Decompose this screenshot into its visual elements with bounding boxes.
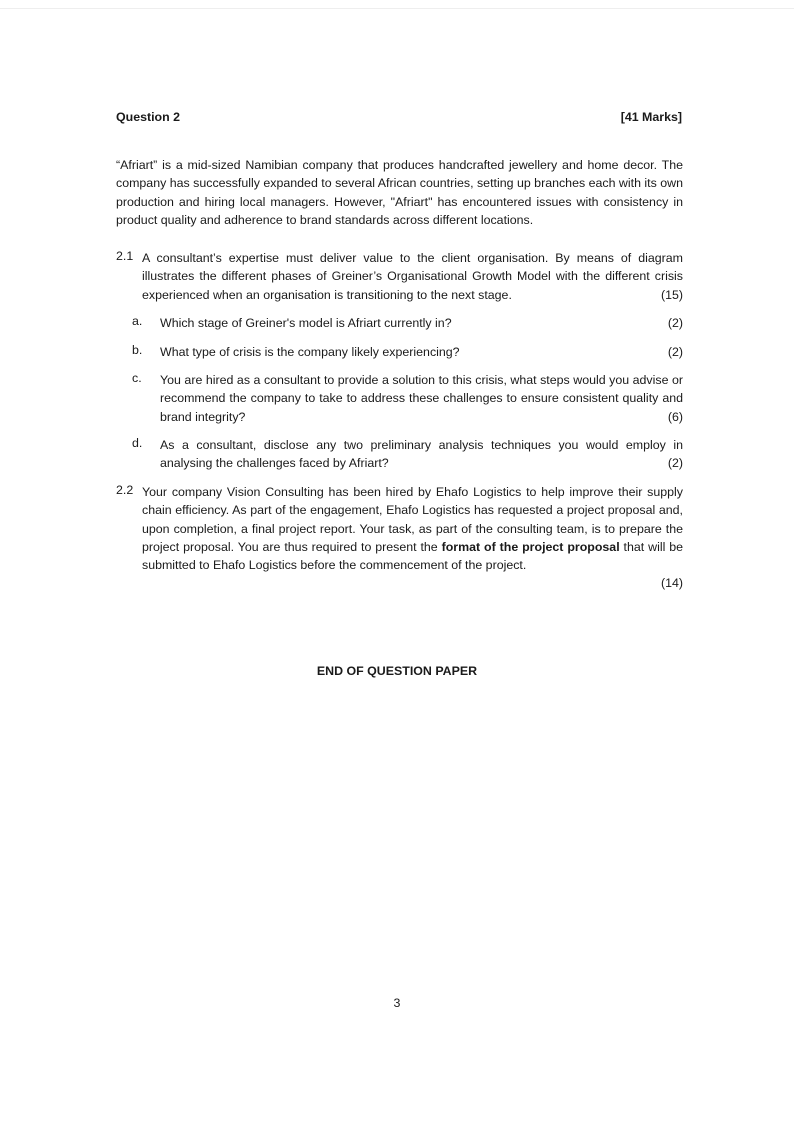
sub-question-marks: (2) — [667, 345, 683, 359]
question-body-end: that will be submitted to Ehafo Logistics before the commencement of the project. — [142, 539, 684, 573]
question-text — [142, 483, 683, 592]
sub-question-text: You are hired as a consultant to provide a solution to this crisis, what steps would you advise or recommend the company to take to address these challenges to ensure consistent quality and brand integrity? — [160, 373, 683, 424]
sub-label: a. — [132, 314, 143, 328]
sub-question-marks: (2) — [667, 456, 683, 471]
question-body-emphasis: format of the project proposal — [441, 539, 620, 554]
question-text — [142, 249, 683, 304]
sub-label: b. — [132, 343, 143, 357]
question-marks: [41 Marks] — [620, 110, 682, 124]
question-marks: (15) — [660, 287, 683, 302]
page-number: 3 — [393, 996, 401, 1010]
question-number: 2.2 — [116, 483, 134, 497]
sub-question-d — [160, 436, 683, 473]
question-body: A consultant’s expertise must deliver value to the client organisation. By means of diagram illustrates the different phases of Greiner’s Organisational Growth Model with the different crisis experienced when an organisation is transitioning to the next stage. — [142, 251, 683, 302]
sub-question-b — [160, 343, 683, 361]
question-body: Your company Vision Consulting has been hired by Ehafo Logistics to help improve their supply chain efficiency. As part of the engagement, Ehafo Logistics has requested a project proposal and, upon completion, a final project report. Your task, as part of the consulting team, is to prepare the project proposal. You are thus required to present the — [142, 485, 683, 554]
sub-question-marks: (2) — [667, 316, 683, 330]
scan-edge-line — [0, 8, 794, 9]
sub-question-text: What type of crisis is the company likely experiencing? — [160, 345, 460, 359]
sub-question-marks: (6) — [667, 409, 683, 424]
question-title: Question 2 — [116, 110, 181, 124]
sub-question-c — [160, 371, 683, 426]
sub-question-text: As a consultant, disclose any two preliminary analysis techniques you would employ in analysing the challenges faced by Afriart? — [160, 438, 683, 471]
question-marks: (14) — [660, 576, 683, 591]
sub-label: c. — [132, 371, 142, 385]
sub-question-text: Which stage of Greiner's model is Afriart currently in? — [160, 316, 452, 330]
sub-label: d. — [132, 436, 143, 450]
sub-question-a — [160, 314, 683, 332]
intro-paragraph: “Afriart” is a mid-sized Namibian company that produces handcrafted jewellery and home decor. The company has successfully expanded to several African countries, setting up branches each with its own production and hiring local managers. However, "Afriart" has encountered issues with consistency in product quality and adherence to brand standards across different locations. — [116, 158, 683, 227]
end-of-paper: END OF QUESTION PAPER — [316, 664, 478, 678]
question-number: 2.1 — [116, 249, 134, 263]
